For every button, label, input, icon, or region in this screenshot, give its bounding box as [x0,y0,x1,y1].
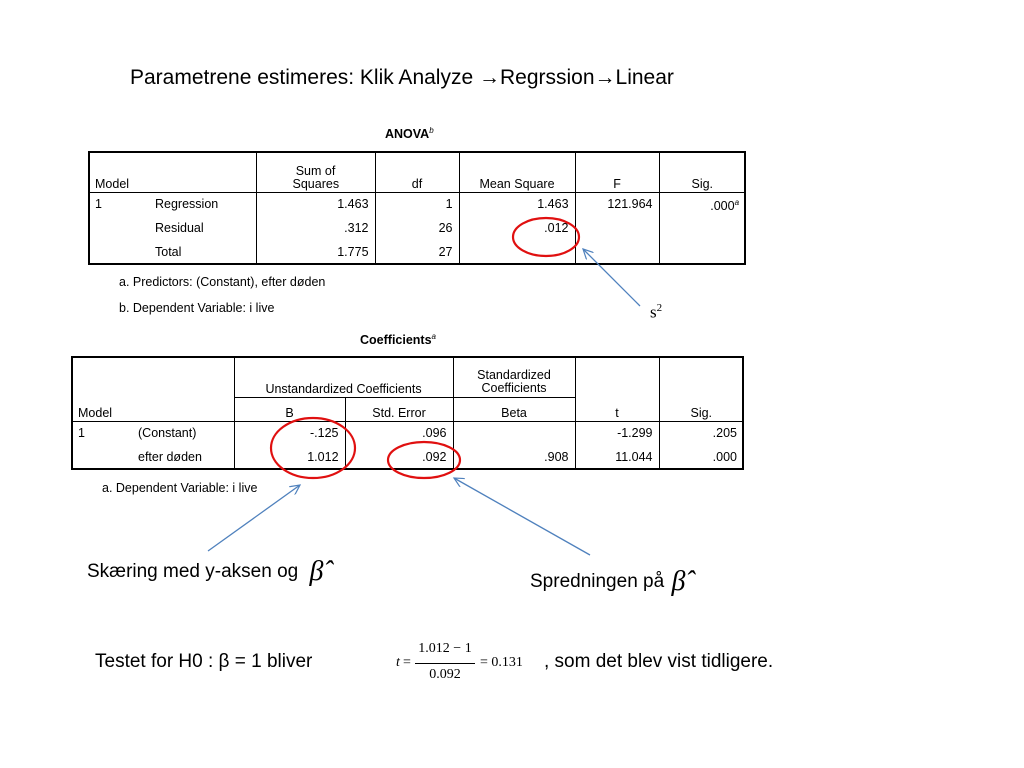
anova-cell-ss: 1.775 [256,240,375,264]
coef-header-b: B [234,397,345,421]
t-numerator: 1.012 − 1 [418,641,472,656]
coef-header-model: Model [72,357,234,421]
coef-cell-se: .096 [345,421,453,445]
t-result: = 0.131 [480,655,523,670]
coef-cell-se: .092 [345,445,453,469]
t-formula [396,641,536,687]
coef-header-std-error: Std. Error [345,397,453,421]
anova-sig-value: .000 [710,198,735,213]
std-error-circle [388,442,460,478]
spread-annotation [530,566,685,598]
anova-row-label: Residual [155,220,204,235]
coef-cell-b: 1.012 [234,445,345,469]
anova-title-sup: b [429,126,434,135]
anova-title-text: ANOVA [385,127,430,142]
coef-header-beta: Beta [453,397,575,421]
anova-footnote-a: a. Predictors: (Constant), efter døden [119,275,326,289]
anova-cell-df: 26 [375,216,459,240]
coefficients-title-sup: a [431,332,436,341]
t-variable: t [396,655,400,670]
anova-cell-df: 1 [375,192,459,216]
anova-cell-ms: .012 [459,216,575,240]
fraction-bar [415,663,475,664]
coefficients-title-text: Coefficients [360,333,432,348]
beta-hat-symbol: β̂ [309,556,324,587]
anova-header-ss: Sum of Squares [256,152,375,192]
coef-cell-t: -1.299 [575,421,659,445]
coef-cell-t: 11.044 [575,445,659,469]
test-suffix: , som det blev vist tidligere. [544,651,774,672]
intercept-slope-circle [271,418,355,478]
anova-cell-df: 27 [375,240,459,264]
intercept-annotation-text: Skæring med y-aksen og [87,561,299,582]
ms-residual-circle [513,218,579,256]
coef-row-label: efter døden [138,449,202,464]
t-denominator: 0.092 [429,667,461,682]
anova-cell-f: 121.964 [575,192,659,216]
coef-header-sig: Sig. [659,357,743,421]
coef-cell-beta: .908 [453,445,575,469]
anova-cell-ms: 1.463 [459,192,575,216]
test-prefix: Testet for H0 : β = 1 bliver [95,651,313,672]
coef-cell-b: -.125 [234,421,345,445]
coefficients-footnote: a. Dependent Variable: i live [102,481,258,495]
anova-cell-ss: .312 [256,216,375,240]
s-squared-sup: 2 [656,302,663,314]
coef-header-unstandardized: Unstandardized Coefficients [234,357,453,397]
anova-header-sig: Sig. [659,152,745,192]
s2-arrow [583,249,640,306]
anova-row-label: Total [155,244,182,259]
anova-footnote-b: b. Dependent Variable: i live [119,301,275,315]
coef-row-label: (Constant) [138,425,197,440]
intercept-annotation [87,556,323,588]
coef-model-number: 1 [78,425,85,440]
beta-hat-symbol: β̂ [671,566,686,597]
coef-header-standardized: Standardized Coefficients [453,357,575,397]
anova-header-model: Model [89,152,256,192]
spread-arrow [454,478,590,555]
slide-heading: Parametrene estimeres: Klik Analyze →Regrssion→Linear [130,66,674,89]
anova-model-number: 1 [95,196,102,211]
anova-header-f: F [575,152,659,192]
s-label: s [650,302,657,322]
anova-sig-sup: a [734,197,740,207]
anova-cell-ss: 1.463 [256,192,375,216]
t-equals: = [403,655,411,670]
coef-header-t: t [575,357,659,421]
anova-header-ms: Mean Square [459,152,575,192]
spread-annotation-text: Spredningen på [530,571,665,592]
anova-header-df: df [375,152,459,192]
anova-row-label: Regression [155,196,219,211]
intercept-arrow [208,485,300,551]
coef-cell-sig: .205 [659,421,743,445]
coef-cell-sig: .000 [659,445,743,469]
